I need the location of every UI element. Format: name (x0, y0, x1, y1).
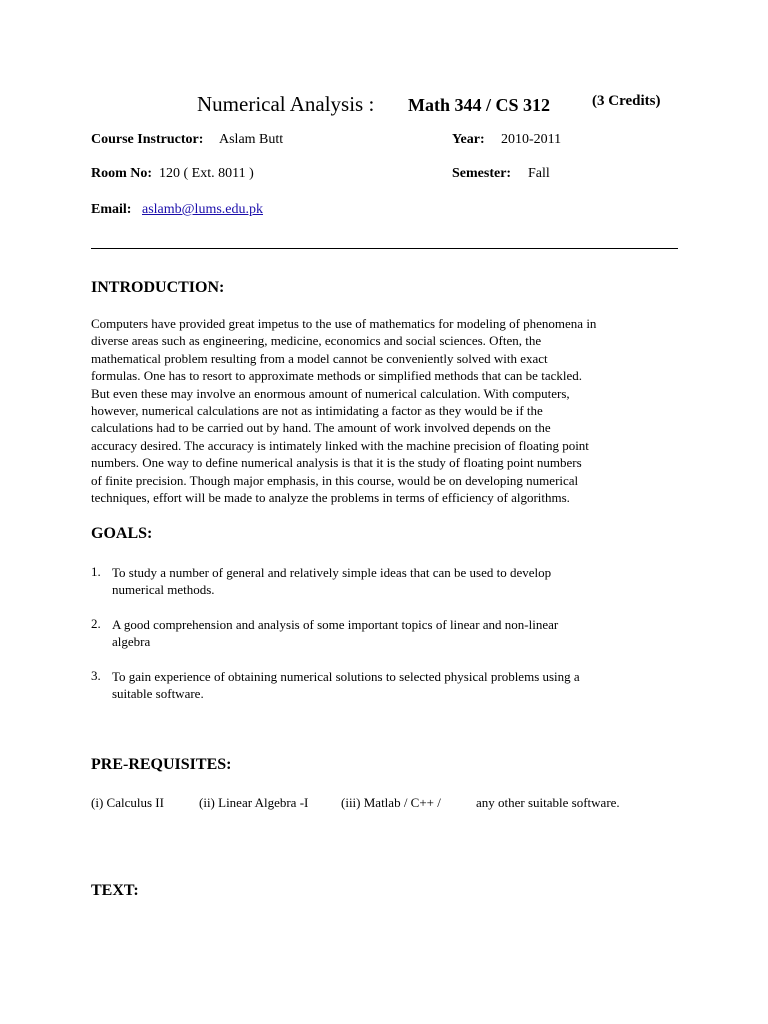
goal-number: 1. (91, 564, 101, 579)
goal-line: suitable software. (112, 686, 204, 702)
prerequisite-item: (ii) Linear Algebra -I (199, 795, 309, 810)
introduction-heading: INTRODUCTION: (91, 279, 225, 296)
prerequisite-item: (i) Calculus II (91, 795, 164, 810)
text-heading: TEXT: (91, 882, 139, 899)
year-value: 2010-2011 (501, 132, 562, 147)
introduction-paragraph (91, 315, 691, 506)
year-label: Year: (452, 132, 485, 147)
paragraph-line: of finite precision. Though major emphasis, in this course, would be on developing numerical (91, 472, 579, 488)
instructor-label: Course Instructor: (91, 132, 204, 147)
paragraph-line: But even these may involve an enormous amount of numerical calculation. With computers, (91, 385, 570, 401)
paragraph-line: numbers. One way to define numerical analysis is that it is the study of floating point numbers (91, 455, 582, 471)
page-title: Numerical Analysis : (197, 92, 375, 116)
goal-item (112, 668, 682, 703)
semester-value: Fall (528, 166, 550, 181)
goal-line: To gain experience of obtaining numerical solutions to selected physical problems using a (112, 669, 580, 684)
prerequisite-item: any other suitable software. (476, 795, 620, 810)
divider (91, 248, 678, 249)
credits: (3 Credits) (592, 93, 661, 109)
room-label: Room No: (91, 166, 153, 181)
goal-line: To study a number of general and relatively simple ideas that can be used to develop (112, 565, 552, 580)
email-link[interactable]: aslamb@lums.edu.pk (142, 202, 263, 217)
paragraph-line: diverse areas such as engineering, medicine, economics and social sciences. Often, the (91, 333, 542, 349)
paragraph-line: however, numerical calculations are not as intimidating a factor as they would be if the (91, 403, 543, 419)
goal-line: A good comprehension and analysis of some important topics of linear and non-linear (112, 617, 559, 632)
goal-line: numerical methods. (112, 582, 215, 598)
goal-line: algebra (112, 634, 151, 650)
goal-number: 2. (91, 616, 101, 631)
prerequisites-heading: PRE-REQUISITES: (91, 756, 232, 773)
prerequisite-item: (iii) Matlab / C++ / (341, 795, 441, 810)
goal-number: 3. (91, 668, 101, 683)
paragraph-line: Computers have provided great impetus to the use of mathematics for modeling of phenomena in (91, 316, 597, 331)
goal-item (112, 616, 682, 651)
room-value: 120 ( Ext. 8011 ) (159, 166, 254, 181)
paragraph-line: mathematical problem resulting from a model cannot be conveniently solved with exact (91, 350, 548, 366)
paragraph-line: accuracy desired. The accuracy is intimately linked with the machine precision of floating point (91, 437, 589, 453)
semester-label: Semester: (452, 166, 512, 181)
paragraph-line: calculations had to be carried out by hand. The amount of work involved depends on the (91, 420, 551, 436)
paragraph-line: techniques, effort will be made to analyze the problems in terms of efficiency of algorithms. (91, 490, 570, 506)
paragraph-line: formulas. One has to resort to approximate methods or simplified methods that can be tackled. (91, 368, 582, 384)
goals-heading: GOALS: (91, 525, 153, 542)
goal-item (112, 564, 682, 599)
course-code: Math 344 / CS 312 (408, 95, 551, 115)
instructor-value: Aslam Butt (219, 132, 284, 147)
email-label: Email: (91, 202, 132, 217)
